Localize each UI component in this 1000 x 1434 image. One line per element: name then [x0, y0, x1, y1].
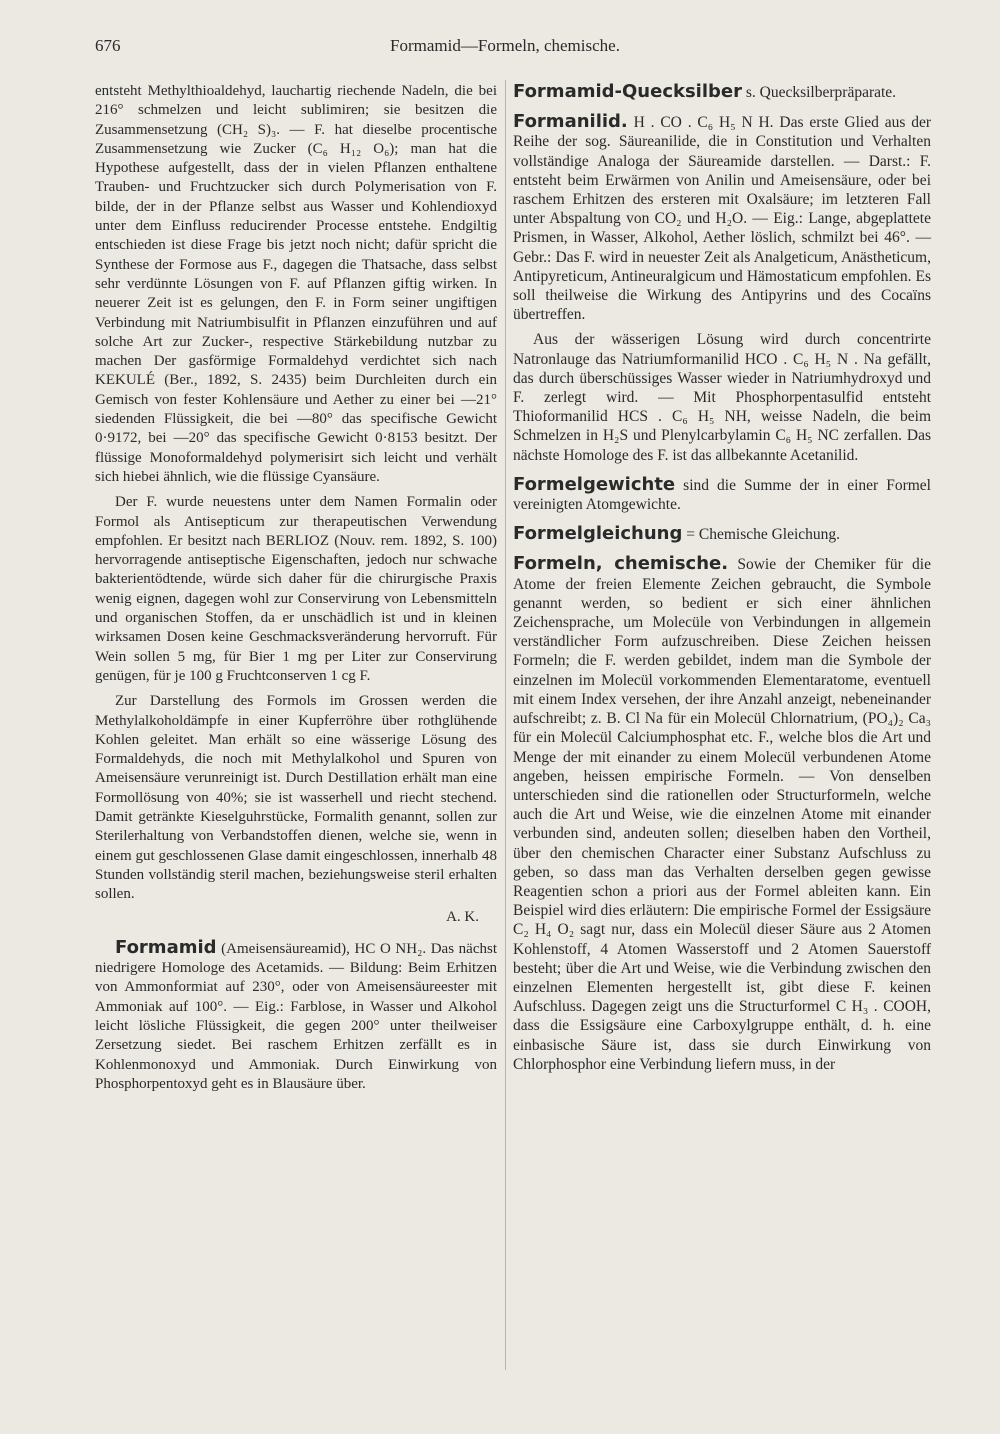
- headword-formamid-quecksilber: Formamid-Quecksilber: [513, 81, 742, 102]
- left-column: [95, 82, 497, 1094]
- headword-formeln-chemische: Formeln, chemische.: [513, 553, 729, 575]
- entry-formeln-chemische-text: Sowie der Chemiker für die Atome der freien Elemente Zeichen gebraucht, die Symbole genannt werden, so bedient er sich einer ähnlichen Zeichensprache, um Molecüle von Verbindungen in allgemein verständlicher Form aufzuschreiben. Diese Zeichen heissen Formeln; die F. werden gebildet, indem man die Symbole der einzelnen im Molecül vorkommenden Elementaratome, eventuell mit einem Index versehen, der ihre Anzahl anzeigt, nebeneinander aufschreibt; z. B. Cl Na für ein Molecül Chlornatrium, (PO₄)₂ Ca₃ für ein Molecül Calciumphosphat etc. F., welche blos die Art und Menge der mit einander zu einem Molecül verbundenen Atome angeben, heissen empirische Formeln. — Von denselben unterschieden sind die rationellen oder Structurformeln, welche auch die Art und Weise, wie die einzelnen Atome mit einander verbunden sind, andeuten sollen; dieselben haben den Vortheil, über den chemischen Character einer Substanz Aufschluss zu geben, so dass man das Verhalten derselben gegen gewisse Reagentien schon a priori aus der Formel ableiten kann. Ein Beispiel wird dies erläutern: Die empirische Formel der Essigsäure C₂ H₄ O₂ sagt nur, dass ein Molecül dieser Säure aus 2 Atomen Kohlenstoff, 4 Atomen Wasserstoff und 2 Atomen Sauerstoff besteht; über die Art und Weise, wie die Verbindung zwischen den einzelnen Elementen hergestellt ist, gibt diese F. keinen Aufschluss. Dagegen zeigt uns die Structurformel C H₃ . COOH, dass die Essigsäure eine Carboxylgruppe enthält, d. h. eine einbasische Säure ist, dass sie durch Einwirkung von Chlorphosphor eine Verbindung liefern muss, in der: [513, 556, 931, 1073]
- headword-formelgleichung: Formelgleichung: [513, 523, 683, 545]
- headword-formanilid: Formanilid.: [513, 111, 628, 133]
- paragraph-formol-darstellung: Zur Darstellung des Formols im Grossen werden die Methylalkoholdämpfe in einer Kupferröhre über rothglühende Kohlen geleitet. Man erhält so eine wässerige Lösung des Formaldehyds, die noch mit Methylalkohol und Spuren von Ameisensäure verunreinigt ist. Durch Destillation erhält man eine Formollösung von 40%; sie ist wasserhell und riecht stechend. Damit getränkte Kieselguhrstücke, Formalith genannt, sollen zur Sterilerhaltung von Verbandstoffen dienen, welche sie, wenn in einem gut geschlossenen Glase damit eingeschlossen, innerhalb 48 Stunden vollständig steril machen, beziehungsweise steril erhalten sollen.: [95, 693, 497, 903]
- entry-formamid-quecksilber: [513, 82, 931, 102]
- entry-formanilid-text: H . CO . C₆ H₅ N H. Das erste Glied aus der Reihe der sog. Säureanilide, die in Constitution und Verhalten vollständige Analoga der Säureamide darstellen. — Darst.: F. entsteht beim Erwärmen von Anilin und Ameisensäure, oder bei raschem Erhitzen des ersteren mit Oxalsäure; im letzteren Fall unter Abspaltung von CO₂ und H₂O. — Eig.: Lange, abgeplattete Prismen, in Wasser, Alkohol, Aether löslich, schmilzt bei 46°. — Gebr.: Das F. wird in neuester Zeit als Analgeticum, Anästheticum, Antipyreticum, Antineuralgicum und Hämostaticum empfohlen. Es soll theilweise die Wirkung des Antipyrins und des Cocaïns übertreffen.: [513, 114, 931, 324]
- entry-formanilid: [513, 112, 931, 324]
- paragraph-natriumformanilid: Aus der wässerigen Lösung wird durch concentrirte Natronlauge das Natriumformanilid HCO . C₆ H₅ N . Na gefällt, das durch überschüssiges Wasser wieder in Natriumhydroxyd und F. zerlegt wird. — Mit Phosphorpentasulfid entsteht Thioformanilid HCS . C₆ H₅ NH, weisse Nadeln, die beim Schmelzen in H₂S und Plenylcarbylamin C₆ H₅ NC zerfallen. Das nächste Homologe des F. ist das allbekannte Acetanilid.: [513, 331, 931, 464]
- headword-formamid: Formamid: [115, 936, 217, 958]
- entry-formamid: [95, 938, 497, 1094]
- entry-formeln-chemische: [513, 554, 931, 1073]
- entry-formelgleichung: [513, 524, 931, 544]
- paragraph-formalin: Der F. wurde neuestens unter dem Namen Formalin oder Formol als Antisepticum zur therapeutischen Verwendung empfohlen. Er besitzt nach BERLIOZ (Nouv. rem. 1892, S. 100) hervorragende antiseptische Eigenschaften, jedoch nur schwache bakterientödtende, würde sich daher für die chirurgische Praxis wenig eignen, dagegen wohl zur Conservirung von Lebensmitteln und organischen Stoffen, da er unschädlich ist und in kleinen wirksamen Dosen keine Geschmacksveränderung hervorruft. Für Wein sollen 5 mg, für Bier 1 mg per Liter zur Conservirung genügen, für je 100 g Fruchtconserven 1 cg F.: [95, 494, 497, 684]
- entry-formamid-text: (Ameisensäureamid), HC O NH₂. Das nächst niedrigere Homologe des Acetamids. — Bildung: Beim Erhitzen von Ammonformiat auf 230°, oder von Ameisensäureester mit Ammoniak auf 100°. — Eig.: Farblose, in Wasser und Alkohol leicht lösliche Flüssigkeit, die gegen 200° unter theilweiser Zersetzung siedet. Bei raschem Erhitzen zerfällt es in Kohlenmonoxyd und Ammoniak. Durch Einwirkung von Phosphorpentoxyd geht es in Blausäure über.: [95, 940, 497, 1092]
- headword-formelgewichte: Formelgewichte: [513, 473, 676, 495]
- paragraph-formaldehyd-continued: entsteht Methylthioaldehyd, lauchartig riechende Nadeln, die bei 216° schmelzen und leicht sublimiren; sie besitzen die Zusammensetzung (CH₂ S)₃. — F. hat dieselbe procentische Zusammensetzung wie Zucker (C₆ H₁₂ O₆); man hat die Hypothese aufgestellt, dass der in vielen Pflanzen enthaltene Trauben- und Fruchtzucker sich durch Polymerisation von F. bilde, der in der Pflanze selbst aus Wasser und Kohlendioxyd unter dem Einfluss reducirender Processe entstehe. Endgiltig entschieden ist diese Frage bis jetzt noch nicht; dafür spricht die Synthese der Formose aus F., dagegen die Thatsache, dass selbst sehr verdünnte Lösungen von F. auf Pflanzen giftig wirken. In neuerer Zeit ist es gelungen, den F. in Form seiner ungiftigen Verbindung mit Natriumbisulfit in Pflanzen einzuführen und auf solche Art zur Zucker-, respective Stärkebildung nutzbar zu machen Der gasförmige Formaldehyd verdichtet sich nach KEKULÉ (Ber., 1892, S. 2435) beim Durchleiten durch ein Gemisch von fester Kohlensäure und Aether zu einer bei —21° siedenden Flüssigkeit, die bei —80° das specifische Gewicht 0·9172, bei —20° das specifische Gewicht 0·8153 besitzt. Der flüssige Monoformaldehyd polymerisirt sich leicht und verhält sich hiebei ähnlich, wie die flüssige Cyansäure.: [95, 83, 497, 485]
- running-title: Formamid—Formeln, chemische.: [390, 36, 620, 55]
- column-divider: [505, 80, 506, 1370]
- page-header: [95, 30, 915, 60]
- right-column: [513, 82, 931, 1074]
- entry-formamid-quecksilber-text: s. Quecksilberpräparate.: [741, 84, 897, 101]
- entry-formelgleichung-text: = Chemische Gleichung.: [682, 526, 841, 544]
- entry-formelgewichte-text: sind die Summe der in einer Formel vereinigten Atomgewichte.: [513, 476, 931, 514]
- entry-formelgewichte: [513, 475, 931, 514]
- page-number: 676: [95, 36, 121, 55]
- author-signature: A. K.: [446, 909, 479, 926]
